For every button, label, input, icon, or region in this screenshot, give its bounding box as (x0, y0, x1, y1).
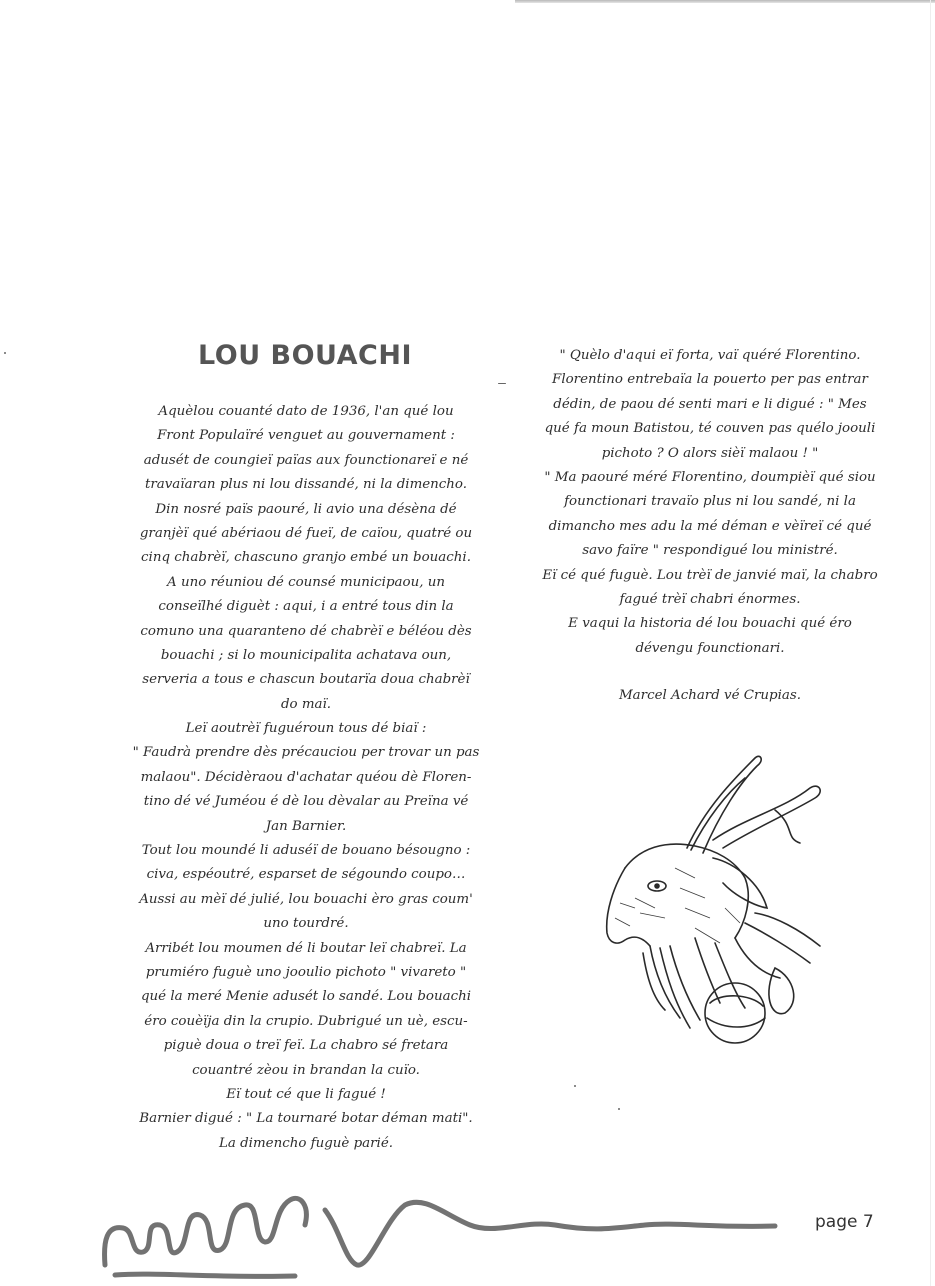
text-line: La dimencho fuguè parié. (218, 1135, 394, 1151)
text-line: éro couèïja din la crupio. Dubrigué un uè, escu- (144, 1013, 468, 1029)
text-line: dévengu founctionari. (635, 640, 785, 656)
dust-speck (498, 383, 506, 384)
text-line: Din nosré païs paouré, li avio una désèna dé (155, 501, 457, 517)
text-line: dimancho mes adu la mé déman e vèïreï cé qué (548, 518, 872, 534)
text-line: Tout lou moundé li aduséï de bouano bésougno : (141, 843, 471, 859)
left-column (108, 400, 504, 1156)
article-title: LOU BOUACHI (198, 340, 412, 371)
text-line: founctionari travaïo plus ni lou sandé, ni la (564, 494, 856, 510)
text-line: Florentino entrebaïa la pouerto per pas entrar (552, 372, 868, 388)
text-line: adusét de coungieï païas aux founctionareï e né (143, 452, 469, 468)
text-line: Aussi au mèï dé julié, lou bouachi èro gras coum' (139, 891, 473, 907)
text-line: Aquèlou couanté dato de 1936, l'an qué lou (158, 404, 454, 419)
text-line: tino dé vé Juméou é dè lou dèvalar au Preïna vé (143, 794, 469, 810)
dust-speck (4, 352, 6, 354)
text-line: bouachi ; si lo mounicipalita achatava oun, (160, 647, 452, 663)
dust-speck (574, 1085, 576, 1087)
text-line: prumiéro fuguè uno joouliо pichoto " vivareto " (145, 964, 467, 980)
text-line: travaïaran plus ni lou dissandé, ni la dimencho. (144, 477, 468, 493)
text-line: savo faïre " respondigué lou ministré. (582, 543, 838, 559)
text-line: comuno una quaranteno dé chabrèï e béléou dès (140, 623, 472, 639)
text-line: E vaqui la historia dé lou bouachi qué éro (568, 616, 852, 632)
text-line: Arribét lou moumen dé li boutar leï chabreï. La (145, 940, 467, 956)
text-line: Jan Barnier. (265, 818, 347, 834)
text-line: pichoto ? O alors sièï malaou ! " (601, 445, 819, 461)
scribble-line-icon (95, 1180, 795, 1280)
dust-speck (618, 1108, 620, 1110)
text-line: conseïlhé diguèt : aqui, i a entré tous din la (158, 599, 454, 615)
text-line: malaou". Décidèraou d'achatar quéou dè Floren- (140, 769, 472, 785)
text-line: serveria a tous e chascun boutarïa doua chabrèï (142, 672, 470, 688)
author-signature: Marcel Achard vé Crupias. (618, 688, 802, 703)
text-line: qué la meré Menie adusét lo sandé. Lou bouachi (140, 989, 471, 1005)
text-line: cinq chabrèï, chascuno granjo embé un bouachi. (141, 550, 471, 566)
right-column (512, 344, 908, 661)
text-line: civa, espéoutré, esparset de ségoundo coupo… (146, 867, 466, 883)
text-line: Eï cé qué fuguè. Lou trèï de janvié maï, la chabro (542, 567, 878, 583)
text-line: " Faudrà prendre dès précauciou per trovar un pas (132, 745, 480, 761)
page-edge (930, 0, 931, 1286)
text-line: uno tourdré. (263, 916, 349, 932)
text-line: Eï tout cé que li fagué ! (226, 1086, 386, 1102)
text-line: fagué trèï chabri énormes. (619, 591, 801, 607)
text-line: couantré zèou in brandan la cuïo. (192, 1062, 420, 1078)
text-line: Front Populaïré venguet au gouvernament : (157, 428, 455, 444)
text-line: " Quèlo d'aqui eï forta, vaï quéré Florentino. (559, 348, 861, 363)
text-line: Barnier digué : " La tournaré botar déman mati". (139, 1111, 473, 1127)
text-line: do maï. (280, 696, 332, 712)
text-line: granjèï qué abériaou dé fueï, de caïou, quatré ou (139, 525, 473, 541)
top-edge-rule (515, 0, 935, 3)
goat-head-icon (595, 748, 835, 1048)
text-line: Leï aoutrèï fuguéroun tous dé biaï : (185, 721, 427, 737)
text-line: piguè doua o treï feï. La chabro sé fretara (163, 1038, 449, 1054)
text-line: " Ma paouré méré Florentino, doumpièï qué siou (544, 469, 876, 485)
page-number: page 7 (815, 1212, 874, 1232)
text-line: dédin, de paou dé senti mari e li digué : " Mes (553, 396, 867, 412)
text-line: A uno réuniou dé counsé municipaou, un (167, 574, 445, 590)
text-line: qué fa moun Batistou, té couven pas quélo joouli (544, 421, 876, 437)
